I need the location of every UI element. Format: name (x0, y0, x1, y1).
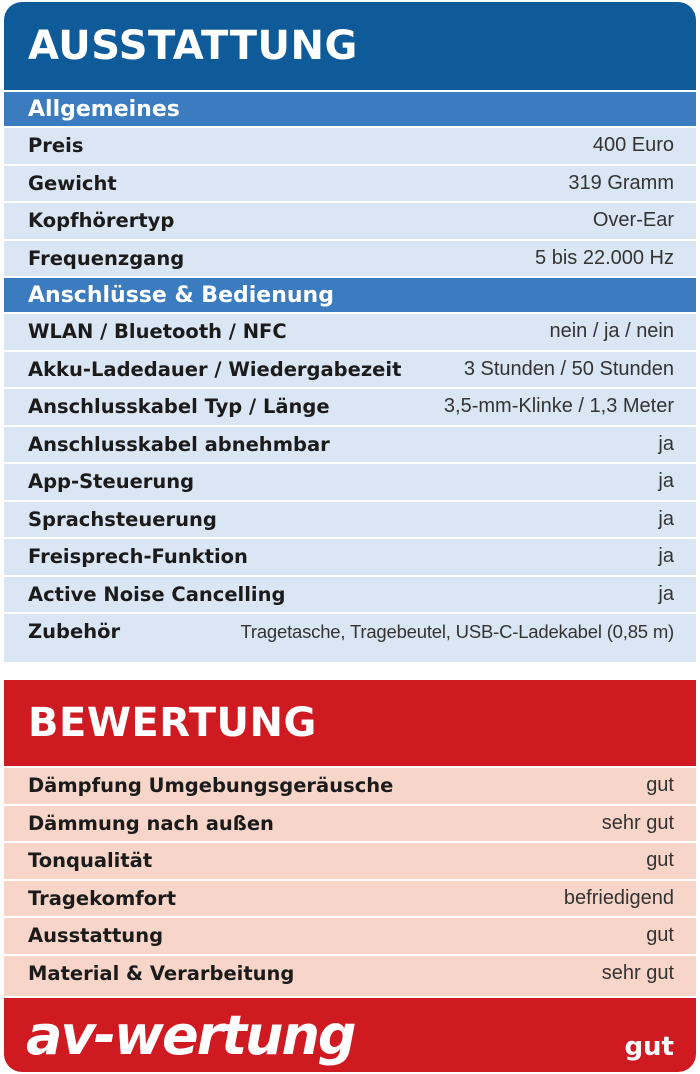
rating-label: Material & Verarbeitung (28, 961, 295, 985)
bewertung-title: BEWERTUNG (4, 680, 696, 766)
spec-label: Sprachsteuerung (28, 507, 217, 531)
spec-row (4, 537, 696, 575)
spec-value: ja (658, 432, 674, 455)
rating-value: gut (646, 849, 674, 872)
spec-row (4, 612, 696, 650)
spec-row (4, 387, 696, 425)
bewertung-card (4, 680, 696, 1072)
spec-value: 3,5-mm-Klinke / 1,3 Meter (443, 395, 674, 418)
spec-row (4, 350, 696, 388)
spec-value: Over-Ear (592, 209, 674, 232)
spec-value: ja (658, 470, 674, 493)
spec-row (4, 425, 696, 463)
overall-verdict: gut (624, 1032, 674, 1062)
spec-value: nein / ja / nein (549, 320, 674, 343)
spec-label: Preis (28, 134, 84, 158)
spec-label: WLAN / Bluetooth / NFC (28, 320, 287, 344)
spec-label: App-Steuerung (28, 470, 195, 494)
ausstattung-card (4, 2, 696, 662)
spec-label: Kopfhörertyp (28, 209, 175, 233)
rating-label: Ausstattung (28, 924, 164, 948)
spec-label: Frequenzgang (28, 246, 185, 270)
spec-value: 400 Euro (592, 134, 674, 157)
spec-label: Anschlusskabel abnehmbar (28, 432, 330, 456)
spec-value: 319 Gramm (568, 171, 674, 194)
rating-row (4, 766, 696, 804)
spec-label: Anschlusskabel Typ / Länge (28, 395, 330, 419)
spec-value: Tragetasche, Tragebeutel, USB-C-Ladekabel (0,85 m) (240, 620, 674, 642)
rating-label: Tonqualität (28, 849, 153, 873)
spec-value: ja (658, 545, 674, 568)
spec-row (4, 500, 696, 538)
spec-row (4, 201, 696, 239)
rating-value: sehr gut (601, 961, 674, 984)
spec-label: Zubehör (28, 620, 121, 644)
rating-row (4, 879, 696, 917)
rating-label: Dämmung nach außen (28, 811, 274, 835)
rating-row (4, 916, 696, 954)
verdict-footer (4, 996, 696, 1072)
spec-label: Gewicht (28, 171, 117, 195)
rating-value: befriedigend (563, 886, 674, 909)
rating-row (4, 841, 696, 879)
spec-row (4, 462, 696, 500)
spec-row (4, 164, 696, 202)
spec-row (4, 126, 696, 164)
spec-row (4, 312, 696, 350)
spec-row (4, 239, 696, 277)
rating-row (4, 804, 696, 842)
spec-label: Akku-Ladedauer / Wiedergabezeit (28, 357, 402, 381)
rating-value: gut (646, 924, 674, 947)
rating-label: Dämpfung Umgebungsgeräusche (28, 774, 394, 798)
spec-value: ja (658, 582, 674, 605)
spec-label: Freisprech-Funktion (28, 545, 248, 569)
section-title-anschluesse: Anschlüsse & Bedienung (4, 276, 696, 312)
rating-row (4, 954, 696, 992)
av-wertung-logo: av-wertung (26, 1004, 355, 1067)
rating-label: Tragekomfort (28, 886, 177, 910)
ausstattung-title: AUSSTATTUNG (4, 2, 696, 90)
rating-value: gut (646, 774, 674, 797)
spec-value: 5 bis 22.000 Hz (535, 246, 674, 269)
spec-label: Active Noise Cancelling (28, 582, 286, 606)
spec-row (4, 575, 696, 613)
rating-value: sehr gut (601, 811, 674, 834)
section-title-allgemeines: Allgemeines (4, 90, 696, 126)
spec-value: 3 Stunden / 50 Stunden (463, 357, 674, 380)
spec-value: ja (658, 507, 674, 530)
